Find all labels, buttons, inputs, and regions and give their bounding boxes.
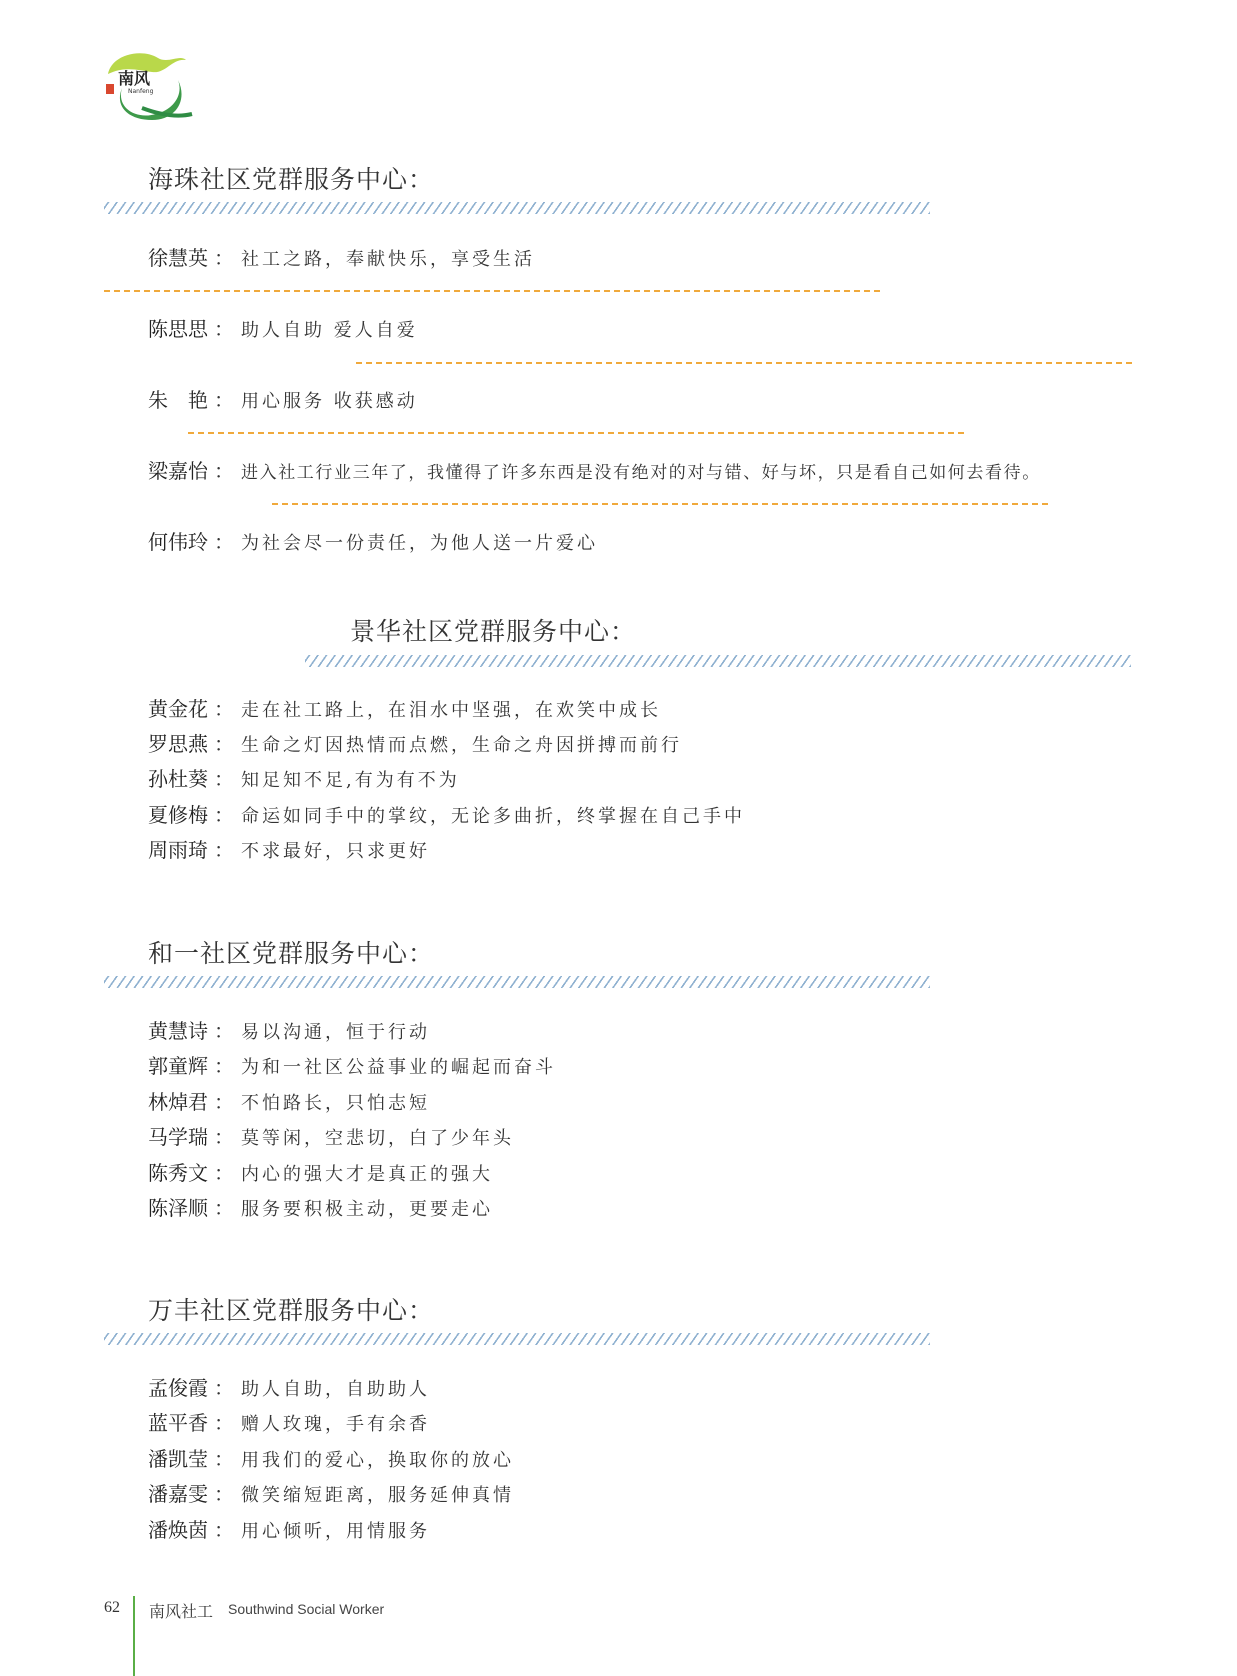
person-motto: 社工之路，奉献快乐，享受生活 [241,249,535,270]
person-motto: 知足知不足,有为有不为 [241,770,460,791]
person-motto: 生命之灯因热情而点燃，生命之舟因拼搏而前行 [241,735,682,756]
separator: ： [214,530,234,554]
person-motto: 易以沟通，恒于行动 [241,1022,430,1043]
section-title-jinghua: 景华社区党群服务中心： [350,617,637,646]
section-title-haizhu: 海珠社区党群服务中心： [148,165,435,194]
magazine-title-en: Southwind Social Worker [228,1601,385,1617]
section-title-wanfeng: 万丰社区党群服务中心： [148,1296,435,1325]
person-motto: 进入社工行业三年了，我懂得了许多东西是没有绝对的对与错、好与坏，只是看自己如何去看待。 [241,463,1041,483]
list-item [148,458,1041,486]
person-motto: 命运如同手中的掌纹，无论多曲折，终掌握在自己手中 [241,806,745,827]
person-name: 陈泽顺 [148,1196,208,1220]
section-divider [104,202,930,214]
list-item [148,1375,430,1403]
person-name: 郭童辉 [148,1054,208,1078]
logo-subtext: Nanfeng [128,88,154,95]
entry-divider [188,432,964,434]
list-item [148,387,418,415]
person-name: 周雨琦 [148,838,208,862]
person-name: 黄慧诗 [148,1019,208,1043]
person-name: 林焯君 [148,1090,208,1114]
logo-text: 南风 [118,69,151,88]
list-item [148,1195,493,1223]
person-name: 罗思燕 [148,732,208,756]
list-item [148,316,418,344]
separator: ： [214,732,234,756]
separator: ： [214,388,234,412]
separator: ： [214,1161,234,1185]
list-item [148,731,682,759]
section-divider [104,976,930,988]
person-motto: 不求最好，只求更好 [241,841,430,862]
list-item [148,1160,493,1188]
person-name: 孙杜葵 [148,767,208,791]
person-motto: 赠人玫瑰，手有余香 [241,1414,430,1435]
separator: ： [214,1447,234,1471]
person-name: 夏修梅 [148,803,208,827]
person-motto: 不怕路长，只怕志短 [241,1093,430,1114]
list-item [148,1410,430,1438]
separator: ： [214,803,234,827]
person-name: 徐慧英 [148,246,208,270]
person-name: 何伟玲 [148,530,208,554]
person-name: 梁嘉怡 [148,459,208,483]
section-divider [104,1333,930,1345]
person-motto: 助人自助 爱人自爱 [241,320,418,341]
list-item [148,1124,514,1152]
person-name: 潘凯莹 [148,1447,208,1471]
list-item [148,1018,430,1046]
list-item [148,1481,514,1509]
list-item [148,1053,556,1081]
list-item [148,837,430,865]
person-name: 朱 艳 [148,388,208,412]
person-name: 孟俊霞 [148,1376,208,1400]
separator: ： [214,1125,234,1149]
separator: ： [214,767,234,791]
separator: ： [214,1482,234,1506]
person-motto: 为和一社区公益事业的崛起而奋斗 [241,1057,556,1078]
separator: ： [214,317,234,341]
separator: ： [214,1090,234,1114]
person-motto: 内心的强大才是真正的强大 [241,1164,493,1185]
list-item [148,696,661,724]
entry-divider [272,503,1048,505]
person-motto: 服务要积极主动，更要走心 [241,1199,493,1220]
section-divider [305,655,1131,667]
separator: ： [214,1518,234,1542]
person-name: 陈思思 [148,317,208,341]
footer-divider [133,1596,135,1676]
list-item [148,245,535,273]
person-motto: 微笑缩短距离，服务延伸真情 [241,1485,514,1506]
list-item [148,529,598,557]
list-item [148,766,460,794]
separator: ： [214,1376,234,1400]
person-name: 陈秀文 [148,1161,208,1185]
person-name: 蓝平香 [148,1411,208,1435]
list-item [148,1446,514,1474]
separator: ： [214,1411,234,1435]
magazine-logo [102,44,194,122]
list-item [148,1517,430,1545]
person-name: 潘焕茵 [148,1518,208,1542]
person-motto: 走在社工路上，在泪水中坚强，在欢笑中成长 [241,700,661,721]
person-motto: 用心服务 收获感动 [241,391,418,412]
person-motto: 用我们的爱心，换取你的放心 [241,1450,514,1471]
person-motto: 莫等闲，空悲切，白了少年头 [241,1128,514,1149]
entry-divider [104,290,880,292]
page-number: 62 [104,1599,120,1616]
section-title-heyi: 和一社区党群服务中心： [148,939,435,968]
separator: ： [214,459,234,483]
separator: ： [214,838,234,862]
separator: ： [214,697,234,721]
person-motto: 用心倾听，用情服务 [241,1521,430,1542]
separator: ： [214,246,234,270]
separator: ： [214,1054,234,1078]
person-name: 潘嘉雯 [148,1482,208,1506]
entry-divider [356,362,1132,364]
list-item [148,802,745,830]
person-motto: 助人自助，自助助人 [241,1379,430,1400]
separator: ： [214,1196,234,1220]
person-name: 黄金花 [148,697,208,721]
person-motto: 为社会尽一份责任，为他人送一片爱心 [241,533,598,554]
list-item [148,1089,430,1117]
separator: ： [214,1019,234,1043]
person-name: 马学瑞 [148,1125,208,1149]
magazine-title-cn: 南风社工 [149,1602,214,1621]
